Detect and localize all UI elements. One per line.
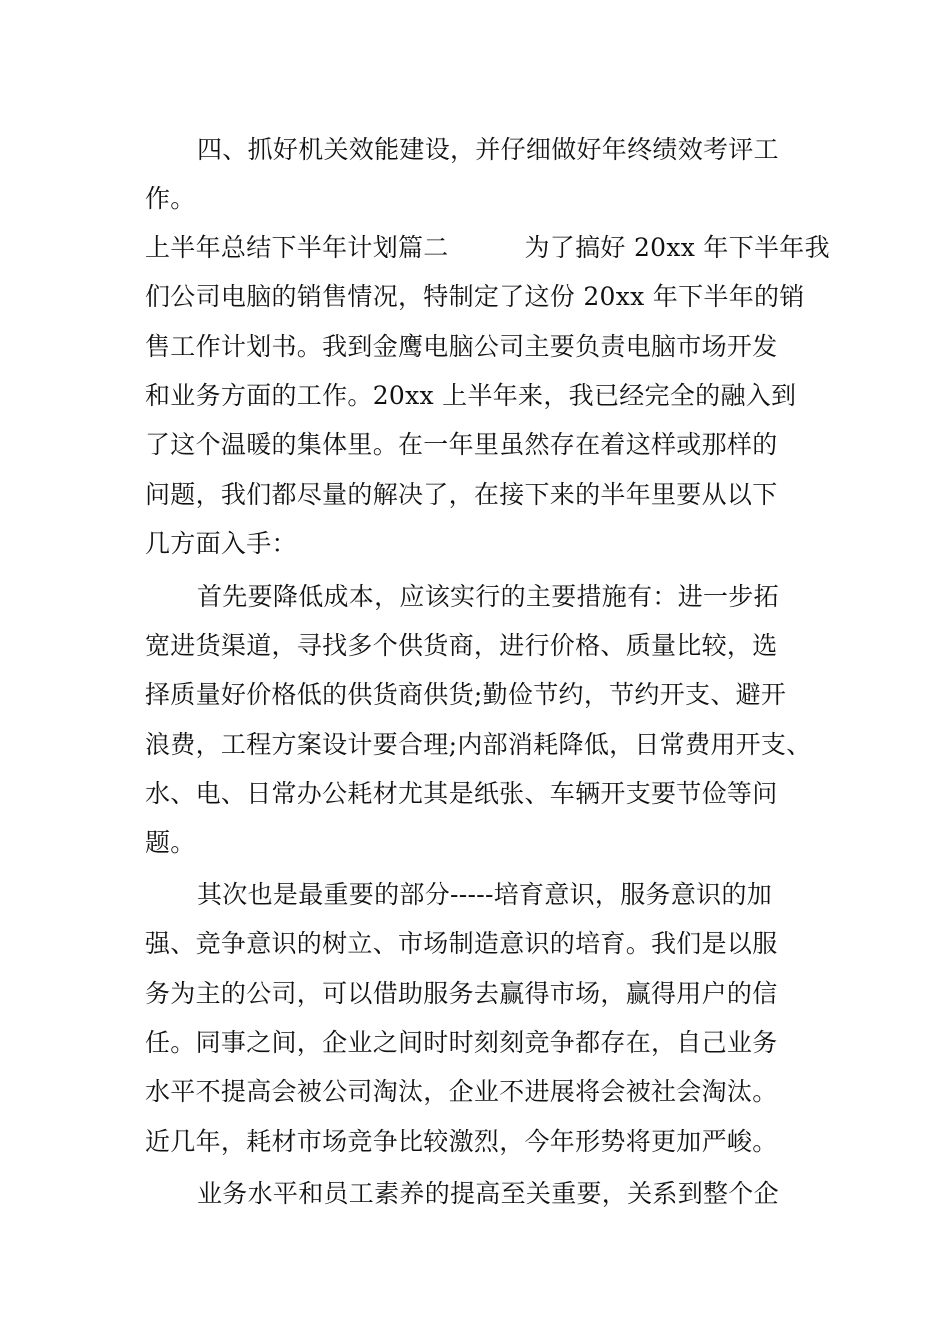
text-line: 几方面入手： xyxy=(145,529,297,558)
text-line: 任。同事之间，企业之间时时刻刻竞争都存在，自己业务 xyxy=(145,1028,778,1057)
text-line: 业务水平和员工素养的提高至关重要，关系到整个企 xyxy=(197,1179,779,1208)
text-line: 问题，我们都尽量的解决了，在接下来的半年里要从以下 xyxy=(145,480,778,509)
text-line: 浪费，工程方案设计要合理;内部消耗降低，日常费用开支、 xyxy=(145,730,812,759)
text-line: 和业务方面的工作。20xx 上半年来，我已经完全的融入到 xyxy=(145,381,797,410)
text-line: 其次也是最重要的部分-----培育意识，服务意识的加 xyxy=(197,880,773,909)
section-heading-line: 上半年总结下半年计划篇二 为了搞好 20xx 年下半年我 xyxy=(145,233,830,262)
text-line: 水、电、日常办公耗材尤其是纸张、车辆开支要节俭等问 xyxy=(145,779,778,808)
text-line: 近几年，耗材市场竞争比较激烈，今年形势将更加严峻。 xyxy=(145,1127,778,1156)
text-line: 水平不提高会被公司淘汰，企业不进展将会被社会淘汰。 xyxy=(145,1077,778,1106)
text-line: 宽进货渠道，寻找多个供货商，进行价格、质量比较，选 xyxy=(145,631,778,660)
text-line: 题。 xyxy=(145,828,196,857)
text-line: 作。 xyxy=(145,184,196,213)
text-line: 首先要降低成本，应该实行的主要措施有：进一步拓 xyxy=(197,582,779,611)
text-line: 们公司电脑的销售情况，特制定了这份 20xx 年下半年的销 xyxy=(145,282,805,311)
text-line: 了这个温暖的集体里。在一年里虽然存在着这样或那样的 xyxy=(145,430,778,459)
text-line: 务为主的公司，可以借助服务去赢得市场，赢得用户的信 xyxy=(145,979,778,1008)
text-line: 售工作计划书。我到金鹰电脑公司主要负责电脑市场开发 xyxy=(145,332,778,361)
text-line: 四、抓好机关效能建设，并仔细做好年终绩效考评工 xyxy=(197,135,779,164)
text-line: 强、竞争意识的树立、市场制造意识的培育。我们是以服 xyxy=(145,929,778,958)
text-line: 择质量好价格低的供货商供货;勤俭节约，节约开支、避开 xyxy=(145,680,787,709)
